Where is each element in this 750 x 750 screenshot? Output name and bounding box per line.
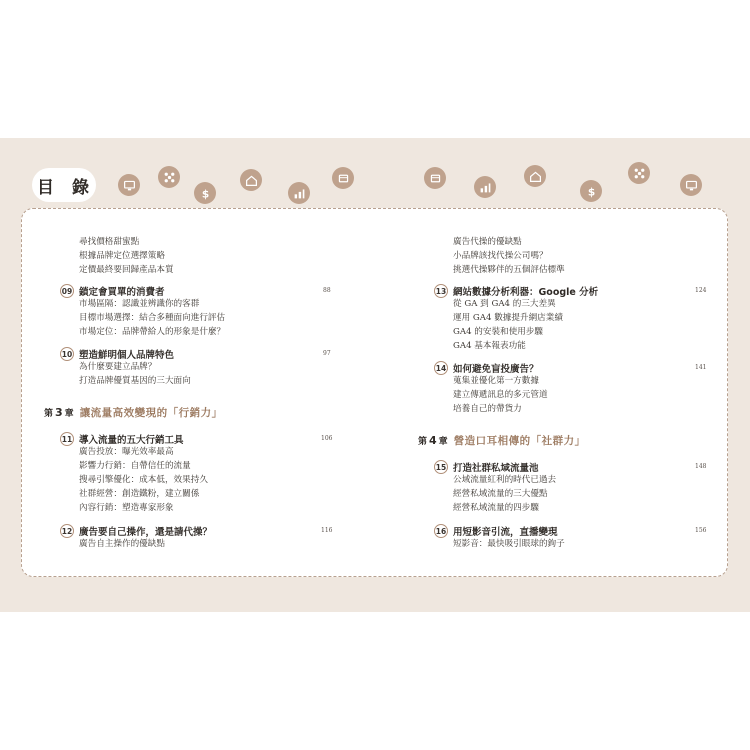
toc-subitem: GA4 的安裝和使用步驟 [453,327,544,337]
section-title: 用短影音引流，直播變現 [453,527,558,538]
toc-subitem: 尋找價格甜蜜點 [79,237,140,247]
chapter-heading [44,405,223,420]
toc-subitem: 挑選代操夥伴的五個評估標準 [453,265,565,275]
toc-subitem: 蒐集並優化第一方數據 [453,376,539,386]
toc-subitem: 公域流量紅利的時代已過去 [453,475,557,485]
section-title: 如何避免盲投廣告？ [453,364,539,375]
chapter-label: 第 [418,437,428,447]
chapter-label: 章 [64,409,74,419]
toc-subitem: 市場定位：品牌帶給人的形象是什麼？ [79,327,226,337]
svg-text:$: $ [201,188,209,200]
bar-chart-icon [474,176,496,198]
toc-subitem: 根據品牌定位選擇策略 [79,251,165,261]
section-title: 導入流量的五大行銷工具 [79,435,184,446]
toc-subitem: 打造品牌優質基因的三大面向 [79,376,191,386]
section-number: 14 [434,361,448,375]
dollar-icon [194,182,216,204]
toc-subitem: 經營私域流量的三大優點 [453,489,548,499]
section-number: 11 [60,432,74,446]
svg-text:$: $ [587,186,595,198]
house-icon [524,165,546,187]
network-icon [158,166,180,188]
section-title: 打造社群私域流量池 [453,463,539,474]
page-number: 97 [323,350,331,357]
cart-icon [424,167,446,189]
toc-subitem: 培養自己的帶貨力 [453,404,522,414]
section-title: 廣告要自己操作，還是請代操？ [79,527,213,538]
toc-subitem: 搜尋引擎優化：成本低，效果持久 [79,475,208,485]
toc-subitem: 運用 GA4 數據提升網店業績 [453,313,563,323]
toc-title: 目 錄 [32,168,96,202]
section-number: 12 [60,524,74,538]
page-number: 106 [321,435,333,442]
chapter-title: 讓流量高效變現的「行銷力」 [79,407,223,419]
toc-subitem: 經營私域流量的四步驟 [453,503,539,513]
toc-subitem: 目標市場選擇：結合多種面向進行評估 [79,313,226,323]
chapter-number: 3 [55,406,63,419]
toc-subitem: 廣告投放：曝光效率最高 [79,447,174,457]
dollar-icon [580,180,602,202]
toc-subitem: GA4 基本報表功能 [453,341,526,351]
page-number: 156 [695,527,707,534]
section-title: 塑造鮮明個人品牌特色 [79,350,175,361]
chapter-label: 章 [438,437,448,447]
toc-subitem: 定價最終要回歸產品本質 [79,265,174,275]
toc-subitem: 市場區隔：認識並辨識你的客群 [79,299,200,309]
network-icon [628,162,650,184]
toc-subitem: 廣告自主操作的優缺點 [79,539,165,549]
toc-subitem: 從 GA 到 GA4 的三大差異 [453,299,556,309]
section-number: 10 [60,347,74,361]
toc-subitem: 社群經營：創造鐵粉，建立關係 [79,489,200,499]
section-title: 鎖定會買單的消費者 [79,287,165,298]
chapter-number: 4 [429,434,437,447]
toc-subitem: 建立傳遞訊息的多元管道 [453,390,548,400]
toc-subitem: 小品牌該找代操公司嗎？ [453,251,548,261]
toc-subitem: 影響力行銷：自帶信任的流量 [79,461,191,471]
section-number: 15 [434,460,448,474]
section-number: 13 [434,284,448,298]
page-number: 124 [695,287,707,294]
toc-subitem: 短影音：最快吸引眼球的鉤子 [453,539,565,549]
bar-chart-icon [288,182,310,204]
chapter-label: 第 [44,409,54,419]
section-number: 16 [434,524,448,538]
toc-subitem: 內容行銷：塑造專家形象 [79,503,174,513]
page-number: 141 [695,364,707,371]
monitor-icon [680,174,702,196]
section-title: 網站數據分析利器：Google 分析 [453,287,599,298]
chapter-heading [418,433,586,448]
page-number: 116 [321,527,333,534]
section-number: 09 [60,284,74,298]
page-number: 148 [695,463,707,470]
toc-subitem: 為什麼要建立品牌？ [79,362,157,372]
cart-icon [332,167,354,189]
monitor-icon [118,174,140,196]
chapter-title: 營造口耳相傳的「社群力」 [453,435,586,447]
page-number: 88 [323,287,331,294]
toc-subitem: 廣告代操的優缺點 [453,237,522,247]
house-icon [240,169,262,191]
